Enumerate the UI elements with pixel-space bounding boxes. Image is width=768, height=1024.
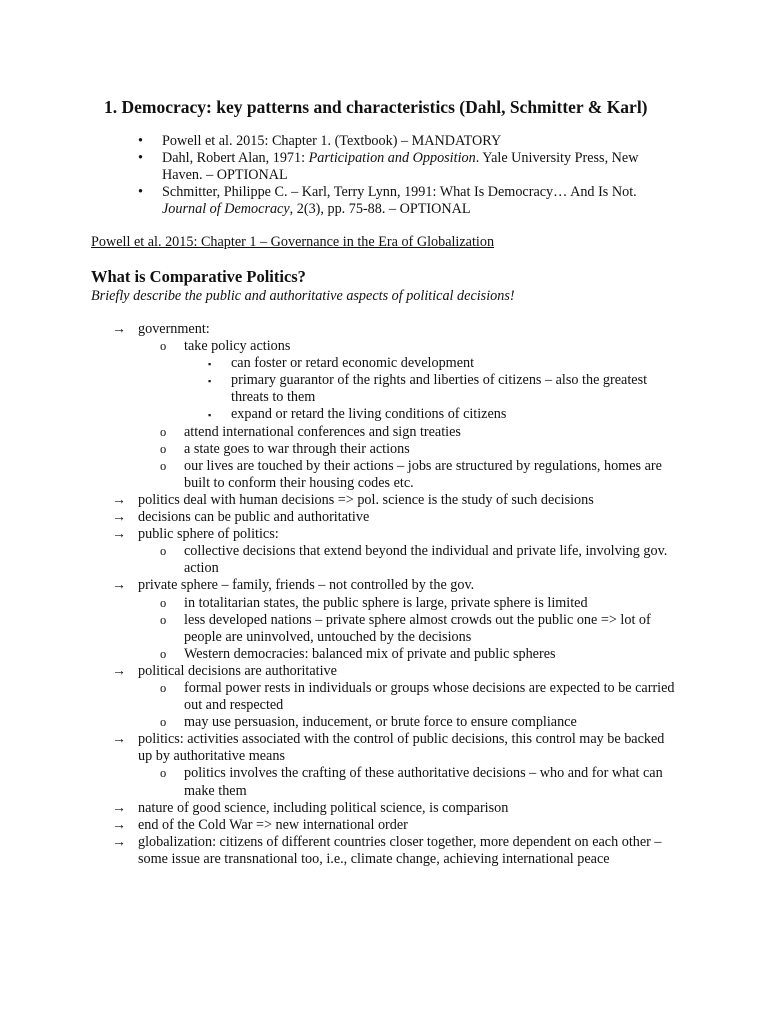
reading-list <box>138 133 668 218</box>
outline-text: decisions can be public and authoritative <box>138 509 370 526</box>
reading-text: Powell et al. 2015: Chapter 1. (Textbook) – MANDATORY <box>162 133 502 149</box>
outline-text: collective decisions that extend beyond the individual and private life, involving gov. action <box>184 543 668 577</box>
outline-item-level-2 <box>160 645 678 663</box>
outline-item-level-2 <box>160 457 678 492</box>
bullet-icon: • <box>138 184 143 200</box>
outline-item-level-3 <box>208 372 671 406</box>
outline-item-level-2 <box>160 714 678 731</box>
outline-item-level-2 <box>160 765 678 799</box>
square-bullet-icon: ▪ <box>208 376 212 387</box>
outline-text: our lives are touched by their actions – jobs are structured by regulations, homes are built to conform their housing codes etc. <box>184 457 662 491</box>
circle-bullet-icon: o <box>160 766 167 781</box>
outline-item-level-1 <box>112 321 678 338</box>
outline-text: may use persuasion, inducement, or brute force to ensure compliance <box>184 714 577 731</box>
circle-bullet-icon: o <box>160 715 167 730</box>
outline-text: government: <box>138 321 210 337</box>
arrow-right-icon: → <box>112 492 126 508</box>
circle-bullet-icon: o <box>160 595 167 610</box>
outline-text: formal power rests in individuals or groups whose decisions are expected to be carried out and respected <box>184 679 675 714</box>
outline-text: politics involves the crafting of these authoritative decisions – who and for what can make them <box>184 765 663 799</box>
bullet-icon: • <box>138 150 143 166</box>
reading-text: Schmitter, Philippe C. – Karl, Terry Lynn, 1991: What Is Democracy… And Is Not. <box>162 184 637 200</box>
section-prompt: Briefly describe the public and authoritative aspects of political decisions! <box>91 288 515 304</box>
arrow-right-icon: → <box>112 578 126 594</box>
outline-item-level-2 <box>160 594 678 612</box>
outline-item-level-1 <box>112 833 678 868</box>
circle-bullet-icon: o <box>160 544 167 559</box>
reading-item <box>138 150 668 184</box>
reading-italic-text: Journal of Democracy <box>162 201 290 217</box>
outline-text: politics: activities associated with the control of public decisions, this control may be backed up by authoritative means <box>138 731 665 765</box>
outline-item-level-1 <box>112 526 678 543</box>
outline-text: expand or retard the living conditions of citizens <box>231 406 507 423</box>
circle-bullet-icon: o <box>160 441 167 456</box>
outline-item-level-1 <box>112 799 678 817</box>
outline-item-level-3 <box>208 406 671 423</box>
page-heading: 1. Democracy: key patterns and characteristics (Dahl, Schmitter & Karl) <box>104 97 648 117</box>
outline-text: less developed nations – private sphere almost crowds out the public one => lot of people are uninvolved, untouched by the decisions <box>184 611 651 645</box>
circle-bullet-icon: o <box>160 458 167 473</box>
arrow-right-icon: → <box>112 527 126 543</box>
outline-text: primary guarantor of the rights and liberties of citizens – also the greatest threats to them <box>231 372 648 406</box>
outline-text: private sphere – family, friends – not controlled by the gov. <box>138 577 475 594</box>
square-bullet-icon: ▪ <box>208 359 212 370</box>
circle-bullet-icon: o <box>160 612 167 627</box>
arrow-right-icon: → <box>112 510 126 526</box>
arrow-right-icon: → <box>112 817 126 833</box>
circle-bullet-icon: o <box>160 424 167 439</box>
outline-item-level-1 <box>112 731 678 765</box>
bullet-icon: • <box>138 133 143 149</box>
arrow-right-icon: → <box>112 834 126 850</box>
outline-text: politics deal with human decisions => pol. science is the study of such decisions <box>138 491 594 508</box>
outline-item-level-2 <box>160 338 678 355</box>
circle-bullet-icon: o <box>160 646 167 661</box>
outline-item-level-1 <box>112 816 678 834</box>
outline-item-level-2 <box>160 423 678 441</box>
arrow-right-icon: → <box>112 732 126 748</box>
notes-outline <box>0 321 768 868</box>
outline-text: take policy actions <box>184 338 291 355</box>
outline-item-level-3 <box>208 355 671 372</box>
arrow-right-icon: → <box>112 663 126 679</box>
outline-text: a state goes to war through their actions <box>184 440 410 457</box>
circle-bullet-icon: o <box>160 680 167 695</box>
outline-text: public sphere of politics: <box>138 526 279 543</box>
outline-text: globalization: citizens of different countries closer together, more dependent on each other – some issue are transnational too, i.e., climate change, achieving international peace <box>138 833 662 867</box>
circle-bullet-icon: o <box>160 339 167 354</box>
reading-italic-text: Participation and Opposition <box>308 150 476 166</box>
outline-item-level-1 <box>112 509 678 526</box>
reading-text: , 2(3), pp. 75-88. – OPTIONAL <box>289 201 471 217</box>
reading-text: . Yale University Press, New Haven. – OPTIONAL <box>162 150 639 183</box>
outline-text: in totalitarian states, the public sphere is large, private sphere is limited <box>184 594 588 611</box>
reading-item <box>138 184 668 218</box>
square-bullet-icon: ▪ <box>208 410 212 421</box>
section-title: What is Comparative Politics? <box>91 267 306 286</box>
outline-text: Western democracies: balanced mix of private and public spheres <box>184 645 556 662</box>
outline-text: nature of good science, including political science, is comparison <box>138 799 509 816</box>
outline-text: attend international conferences and sign treaties <box>184 423 461 440</box>
outline-item-level-2 <box>160 543 678 577</box>
reading-text: Dahl, Robert Alan, 1971: <box>162 150 309 166</box>
outline-item-level-1 <box>112 491 678 509</box>
outline-item-level-2 <box>160 679 678 714</box>
outline-text: can foster or retard economic development <box>231 355 475 372</box>
outline-text: end of the Cold War => new international order <box>138 816 408 833</box>
chapter-title: Powell et al. 2015: Chapter 1 – Governance in the Era of Globalization <box>91 234 495 250</box>
outline-text: political decisions are authoritative <box>138 662 337 679</box>
outline-item-level-2 <box>160 611 678 646</box>
outline-item-level-1 <box>112 577 678 594</box>
arrow-right-icon: → <box>112 800 126 816</box>
outline-item-level-1 <box>112 662 678 680</box>
arrow-right-icon: → <box>112 322 126 337</box>
reading-item <box>138 133 668 150</box>
outline-item-level-2 <box>160 440 678 458</box>
